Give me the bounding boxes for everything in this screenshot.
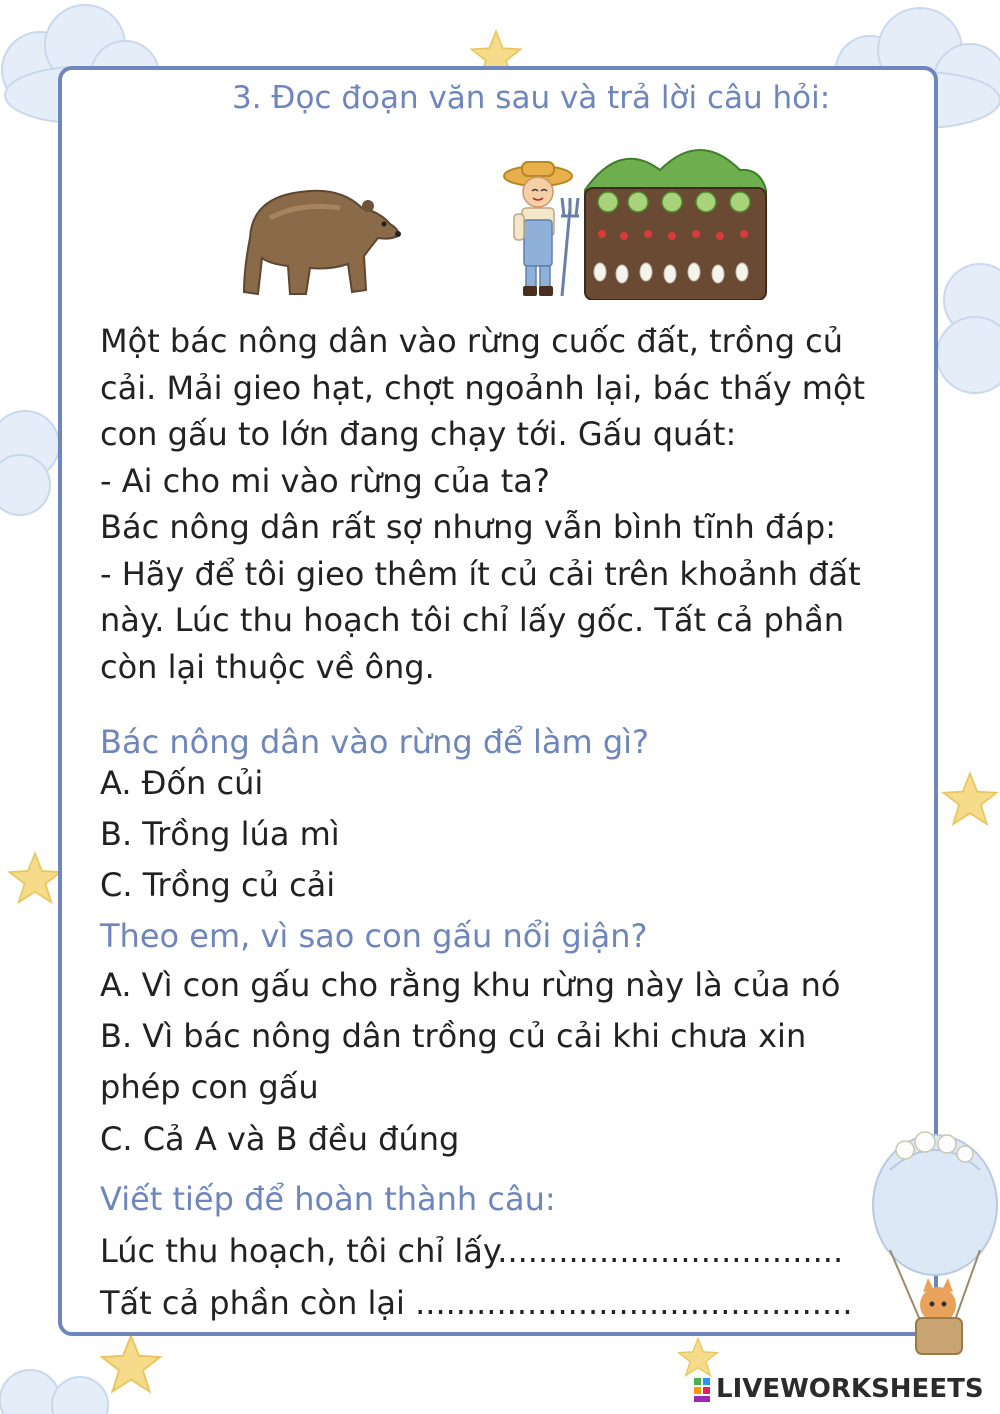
passage-line: còn lại thuộc về ông.: [100, 647, 435, 686]
passage-line: con gấu to lớn đang chạy tới. Gấu quát:: [100, 415, 737, 453]
hot-air-balloon-icon: [850, 1130, 1000, 1380]
question-3-prompt: Viết tiếp để hoàn thành câu:: [100, 1180, 556, 1218]
question-1-prompt: Bác nông dân vào rừng để làm gì?: [100, 723, 650, 761]
question-1-option-c[interactable]: C. Trồng củ cải: [100, 866, 336, 904]
bear-icon: [240, 178, 405, 300]
question-1-option-b[interactable]: B. Trồng lúa mì: [100, 815, 340, 853]
exercise-title: 3. Đọc đoạn văn sau và trả lời câu hỏi:: [232, 80, 831, 116]
liveworksheets-brand[interactable]: LIVEWORKSHEETS: [716, 1374, 984, 1404]
passage-line: - Hãy để tôi gieo thêm ít củ cải trên khoảnh đất: [100, 554, 861, 593]
passage-line: cải. Mải gieo hạt, chợt ngoảnh lại, bác thấy một: [100, 368, 866, 407]
star-left-icon: [6, 850, 64, 908]
passage-line: Bác nông dân rất sợ nhưng vẫn bình tĩnh đáp:: [100, 508, 836, 546]
question-1-option-a[interactable]: A. Đốn củi: [100, 764, 264, 802]
fill-in-line-1[interactable]: Lúc thu hoạch, tôi chỉ lấy..................................: [100, 1232, 844, 1270]
question-2-option-a[interactable]: A. Vì con gấu cho rằng khu rừng này là của nó: [100, 966, 841, 1004]
liveworksheets-logo-icon: [694, 1378, 710, 1402]
reading-passage: [100, 318, 920, 690]
passage-line: - Ai cho mi vào rừng của ta?: [100, 461, 550, 500]
fill-in-line-2[interactable]: Tất cả phần còn lại ...........................................: [100, 1284, 853, 1322]
star-bottom-center-icon: [676, 1336, 720, 1380]
star-right-icon: [940, 770, 1000, 830]
star-bottom-left-icon: [98, 1332, 164, 1398]
cloud-right-icon: [930, 250, 1000, 400]
vegetable-garden-icon: [580, 140, 770, 300]
passage-line: Một bác nông dân vào rừng cuốc đất, trồng củ: [100, 322, 844, 360]
question-2-option-c[interactable]: C. Cả A và B đều đúng: [100, 1120, 460, 1158]
question-2-prompt: Theo em, vì sao con gấu nổi giận?: [100, 917, 648, 955]
passage-line: này. Lúc thu hoạch tôi chỉ lấy gốc. Tất cả phần: [100, 601, 845, 639]
question-2-option-b[interactable]: B. Vì bác nông dân trồng củ cải khi chưa xin: [100, 1017, 807, 1055]
question-2-option-b-continued[interactable]: phép con gấu: [100, 1068, 319, 1106]
farmer-icon: [500, 158, 590, 300]
